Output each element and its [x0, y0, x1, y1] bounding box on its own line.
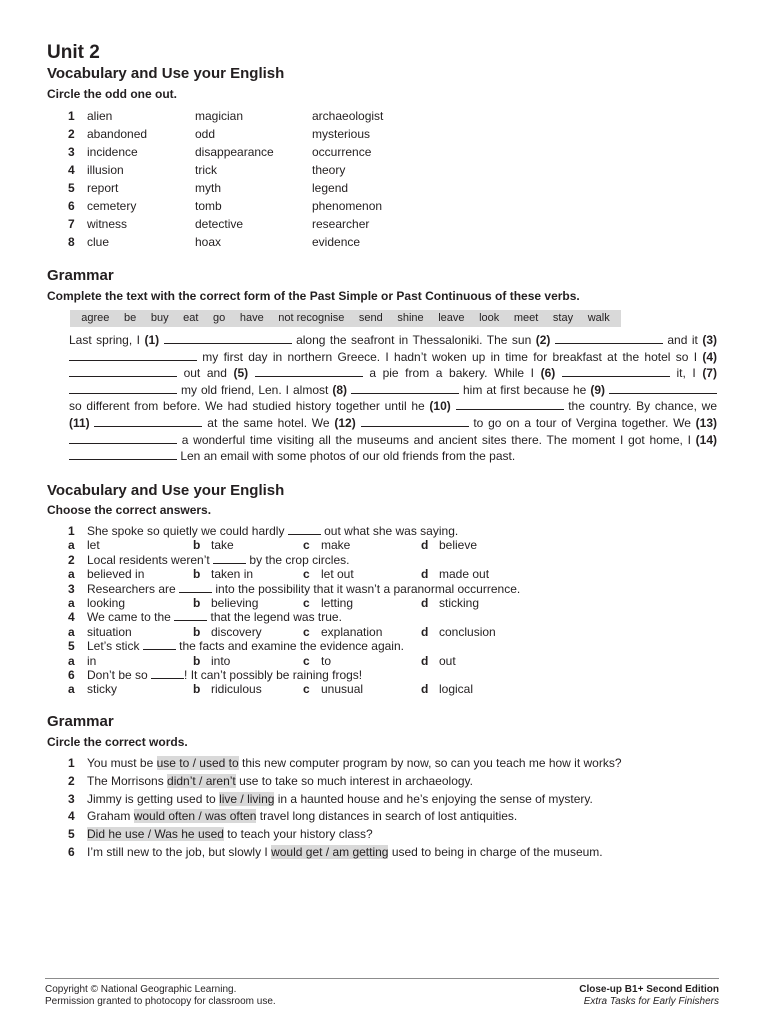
gap-number: (13) [695, 415, 717, 430]
question-number: 2 [68, 552, 75, 567]
gap-number: (4) [702, 349, 717, 364]
sentence-post: in a haunted house and he’s enjoying the sense of mystery. [274, 791, 593, 806]
sentence-line [68, 808, 718, 826]
word-option[interactable]: hoax [195, 235, 222, 249]
option-letter: d [421, 538, 429, 553]
passage-text: at the same hotel. We [202, 415, 335, 430]
item-number: 5 [68, 181, 75, 195]
question-number: 5 [68, 639, 75, 654]
question-pre: Don’t be so [87, 667, 152, 682]
passage-text: my first day in northern Greece. I hadn’t woken up in time for breakfast at the hotel so I [197, 349, 703, 364]
passage-text: a pie from a bakery. While I [362, 366, 541, 381]
sentence-text [87, 755, 622, 773]
odd-one-out-row [68, 215, 468, 233]
answer-gap[interactable] [94, 415, 202, 427]
section3-instruction: Choose the correct answers. [47, 503, 212, 517]
gap-number: (3) [702, 333, 717, 347]
word-option[interactable]: abandoned [87, 127, 148, 141]
item-number: 2 [68, 127, 75, 141]
item-number: 6 [68, 199, 75, 213]
verb-word: have [239, 312, 264, 324]
option-letter: a [68, 595, 75, 610]
gap-number: (9) [590, 382, 605, 397]
word-option[interactable]: detective [195, 217, 244, 231]
option-letter: a [68, 567, 75, 582]
answer-option[interactable]: unusual [321, 682, 364, 697]
sentence-pre: Graham [87, 809, 134, 824]
sentence-post: this new computer program by now, so can you teach me how it works? [238, 756, 622, 770]
option-letter: d [421, 653, 429, 668]
word-option[interactable]: tomb [195, 199, 222, 213]
word-choice[interactable]: would get / am getting [271, 844, 389, 859]
option-letter: c [303, 653, 310, 668]
section3-heading: Vocabulary and Use your English [47, 482, 285, 499]
item-number: 8 [68, 235, 75, 249]
odd-one-out-row [68, 125, 468, 143]
question-line [68, 553, 708, 567]
option-letter: b [193, 653, 201, 668]
verb-word: buy [150, 312, 169, 324]
answer-option[interactable]: to [321, 653, 332, 668]
answer-blank [288, 524, 321, 535]
question-post: into the possibility that it wasn’t a paranormal occurrence. [212, 581, 521, 596]
question-pre: We came to the [87, 610, 175, 625]
gap-number: (12) [334, 415, 356, 430]
options-line [68, 682, 708, 696]
question-line [68, 524, 708, 538]
passage-text: my old friend, Len. I almost [177, 382, 333, 397]
sentence-line [68, 826, 718, 844]
sentence-post: use to take so much interest in archaeology. [235, 773, 473, 788]
answer-gap[interactable] [456, 398, 564, 410]
gap-number: (7) [702, 366, 717, 381]
question-line [68, 610, 708, 624]
option-letter: c [303, 538, 310, 553]
question-post: that the legend was true. [207, 610, 342, 625]
section2-heading: Grammar [47, 267, 114, 284]
word-option[interactable]: clue [87, 235, 110, 249]
answer-option[interactable]: situation [87, 624, 132, 639]
unit-title: Unit 2 [47, 42, 100, 63]
answer-gap[interactable] [562, 365, 670, 377]
sentence-text [87, 791, 593, 809]
option-letter: b [193, 682, 201, 697]
sentence-line [68, 844, 718, 862]
answer-option[interactable]: take [211, 538, 234, 553]
option-letter: c [303, 624, 310, 639]
passage-text: so different from before. We had studied history together until he [69, 399, 430, 414]
question-text [87, 524, 458, 538]
answer-blank [151, 668, 184, 679]
gap-number: (2) [535, 333, 551, 347]
gap-number: (5) [233, 366, 249, 381]
question-pre: She spoke so quietly we could hardly [87, 524, 288, 538]
answer-gap[interactable] [361, 415, 469, 427]
question-text [87, 639, 404, 653]
passage-text: him at first because he [459, 382, 591, 397]
question-post: the facts and examine the evidence again. [175, 639, 404, 654]
permission-text: Permission granted to photocopy for classroom use. [45, 996, 276, 1007]
question-text [87, 553, 349, 567]
gap-number: (11) [69, 415, 90, 430]
option-letter: b [193, 595, 201, 610]
question-pre: Local residents weren’t [87, 552, 214, 567]
verb-word: go [213, 312, 226, 324]
option-letter: a [68, 538, 75, 553]
passage-text: it, I [669, 366, 703, 381]
passage-text: Last spring, I [69, 333, 145, 347]
question-number: 1 [68, 524, 75, 538]
verb-word: meet [513, 312, 539, 324]
item-number: 4 [68, 809, 75, 824]
word-option[interactable]: theory [312, 163, 346, 177]
word-option[interactable]: odd [195, 127, 216, 141]
question-number: 4 [68, 610, 75, 625]
item-number: 1 [68, 756, 75, 770]
gap-number: (14) [695, 432, 717, 447]
question-text [87, 610, 342, 624]
question-number: 3 [68, 581, 75, 596]
section2-instruction: Complete the text with the correct form of the Past Simple or Past Continuous of these verbs. [47, 289, 580, 303]
question-number: 6 [68, 667, 75, 682]
item-number: 4 [68, 163, 75, 177]
gap-number: (8) [332, 382, 347, 397]
copyright-text: Copyright © National Geographic Learning. [45, 984, 237, 995]
sentence-text [87, 826, 373, 844]
item-number: 3 [68, 145, 75, 159]
word-choice[interactable]: didn’t / aren’t [167, 773, 236, 788]
odd-one-out-row [68, 197, 468, 215]
option-letter: b [193, 538, 201, 553]
word-option[interactable]: illusion [87, 163, 124, 177]
footer-left [45, 984, 276, 1008]
odd-one-out-row [68, 161, 468, 179]
footer-right [579, 984, 719, 1008]
option-letter: d [421, 595, 429, 610]
sentence-line [68, 791, 718, 809]
answer-option[interactable]: let [87, 538, 100, 553]
answer-gap[interactable] [69, 365, 177, 377]
word-option[interactable]: trick [195, 163, 217, 177]
sentence-post: used to being in charge of the museum. [388, 844, 603, 859]
options-line [68, 625, 708, 639]
answer-option[interactable]: in [87, 653, 97, 668]
verb-word: agree [81, 312, 110, 324]
word-option[interactable]: researcher [312, 217, 370, 231]
word-option[interactable]: mysterious [312, 127, 371, 141]
answer-blank [179, 582, 212, 593]
verb-word: look [479, 312, 500, 324]
answer-option[interactable]: discovery [211, 624, 262, 639]
word-option[interactable]: magician [195, 109, 244, 123]
passage-text: out and [177, 366, 234, 381]
sentence-pre: Jimmy is getting used to [87, 791, 220, 806]
option-letter: d [421, 567, 429, 582]
answer-gap[interactable] [69, 349, 197, 361]
sentence-post: to teach your history class? [223, 827, 373, 842]
answer-gap[interactable] [555, 332, 663, 344]
word-option[interactable]: witness [87, 217, 128, 231]
answer-option[interactable]: believed in [87, 567, 145, 582]
odd-one-out-row [68, 179, 468, 197]
passage-text: a wonderful time visiting all the museums and ancient sites there. The moment I got home, I [177, 432, 696, 447]
answer-option[interactable]: logical [439, 682, 474, 697]
answer-option[interactable]: ridiculous [211, 682, 262, 697]
section4-heading: Grammar [47, 713, 114, 730]
item-number: 3 [68, 791, 75, 806]
word-option[interactable]: phenomenon [312, 199, 383, 213]
question-pre: Let’s stick [87, 639, 143, 654]
word-option[interactable]: disappearance [195, 145, 274, 159]
answer-blank [213, 553, 246, 564]
question-line [68, 668, 708, 682]
gap-number: (10) [429, 399, 451, 414]
odd-one-out-list [68, 107, 468, 251]
answer-option[interactable]: believing [211, 595, 259, 610]
answer-option[interactable]: explanation [321, 624, 383, 639]
answer-option[interactable]: make [321, 538, 351, 553]
answer-gap[interactable] [609, 382, 717, 394]
word-option[interactable]: incidence [87, 145, 138, 159]
option-letter: c [303, 567, 310, 582]
option-letter: b [193, 624, 201, 639]
item-number: 1 [68, 109, 75, 123]
question-pre: Researchers are [87, 581, 180, 596]
verb-word: not recognise [278, 312, 345, 324]
word-option[interactable]: archaeologist [312, 109, 384, 123]
sentence-text [87, 808, 517, 826]
section1-instruction: Circle the odd one out. [47, 87, 178, 101]
passage-text: and it [662, 333, 703, 347]
word-option[interactable]: evidence [312, 235, 361, 249]
answer-gap[interactable] [69, 382, 177, 394]
question-post: ! It can’t possibly be raining frogs! [184, 667, 363, 682]
sentence-pre: The Morrisons [87, 773, 168, 788]
options-line [68, 654, 708, 668]
answer-gap[interactable] [351, 382, 459, 394]
verb-word: shine [397, 312, 424, 324]
answer-gap[interactable] [69, 432, 177, 444]
answer-gap[interactable] [164, 332, 292, 344]
word-choice[interactable]: would often / was often [133, 809, 257, 824]
answer-option[interactable]: taken in [211, 567, 254, 582]
passage-text: Len an email with some photos of our old friends from the past. [177, 449, 516, 464]
verb-box [70, 310, 621, 327]
item-number: 7 [68, 217, 75, 231]
word-option[interactable]: myth [195, 181, 222, 195]
odd-one-out-row [68, 107, 468, 125]
option-letter: a [68, 624, 75, 639]
answer-option[interactable]: looking [87, 595, 126, 610]
item-number: 6 [68, 844, 75, 859]
item-number: 5 [68, 827, 75, 842]
word-option[interactable]: cemetery [87, 199, 137, 213]
sentence-pre: You must be [87, 756, 157, 770]
odd-one-out-row [68, 143, 468, 161]
option-letter: a [68, 653, 75, 668]
section1-heading: Vocabulary and Use your English [47, 65, 285, 82]
section4-instruction: Circle the correct words. [47, 735, 188, 749]
book-title: Close-up B1+ Second Edition [579, 984, 719, 995]
options-line [68, 596, 708, 610]
answer-option[interactable]: letting [321, 595, 354, 610]
word-option[interactable]: alien [87, 109, 113, 123]
sentence-post: travel long distances in search of lost antiquities. [256, 809, 518, 824]
option-letter: b [193, 567, 201, 582]
circle-correct-list [68, 755, 718, 862]
sentence-pre: I’m still new to the job, but slowly I [87, 844, 272, 859]
question-text [87, 582, 520, 596]
answer-gap[interactable] [255, 365, 363, 377]
gap-number: (1) [144, 333, 160, 347]
answer-option[interactable]: into [211, 653, 231, 668]
option-letter: c [303, 595, 310, 610]
word-option[interactable]: report [87, 181, 119, 195]
multiple-choice-list [68, 524, 708, 697]
answer-option[interactable]: conclusion [439, 624, 496, 639]
book-subtitle: Extra Tasks for Early Finishers [583, 996, 719, 1007]
option-letter: d [421, 682, 429, 697]
sentence-text [87, 844, 603, 862]
word-choice[interactable]: use to / used to [156, 756, 239, 770]
verb-word: walk [587, 312, 610, 324]
item-number: 2 [68, 773, 75, 788]
gap-number: (6) [540, 366, 556, 381]
verb-word: stay [552, 312, 574, 324]
passage-text: to go on a tour of Vergina together. We [468, 415, 696, 430]
option-letter: c [303, 682, 310, 697]
answer-blank [174, 610, 207, 621]
answer-option[interactable]: let out [321, 567, 354, 582]
answer-option[interactable]: sticking [439, 595, 480, 610]
question-line [68, 582, 708, 596]
verb-word: leave [438, 312, 465, 324]
answer-option[interactable]: out [439, 653, 456, 668]
answer-option[interactable]: made out [439, 567, 490, 582]
verb-word: send [358, 312, 383, 324]
passage-text: along the seafront in Thessaloniki. The sun [291, 333, 536, 347]
sentence-line [68, 773, 718, 791]
odd-one-out-row [68, 233, 468, 251]
footer-divider [45, 978, 719, 979]
passage-text: the country. By chance, we [563, 399, 717, 414]
question-post: by the crop circles. [246, 552, 350, 567]
answer-gap[interactable] [69, 448, 177, 460]
question-line [68, 639, 708, 653]
word-option[interactable]: occurrence [312, 145, 372, 159]
word-choice[interactable]: live / living [219, 791, 275, 806]
sentence-text [87, 773, 473, 791]
answer-option[interactable]: sticky [87, 682, 117, 697]
answer-blank [143, 639, 176, 650]
sentence-line [68, 755, 718, 773]
answer-option[interactable]: believe [439, 538, 478, 553]
options-line [68, 538, 708, 552]
word-choice[interactable]: Did he use / Was he used [87, 827, 224, 842]
verb-word: be [124, 312, 137, 324]
question-post: out what she was saying. [320, 524, 459, 538]
option-letter: a [68, 682, 75, 697]
word-option[interactable]: legend [312, 181, 349, 195]
gap-fill-text [69, 332, 717, 465]
question-text [87, 668, 362, 682]
verb-word: eat [183, 312, 199, 324]
option-letter: d [421, 624, 429, 639]
options-line [68, 567, 708, 581]
